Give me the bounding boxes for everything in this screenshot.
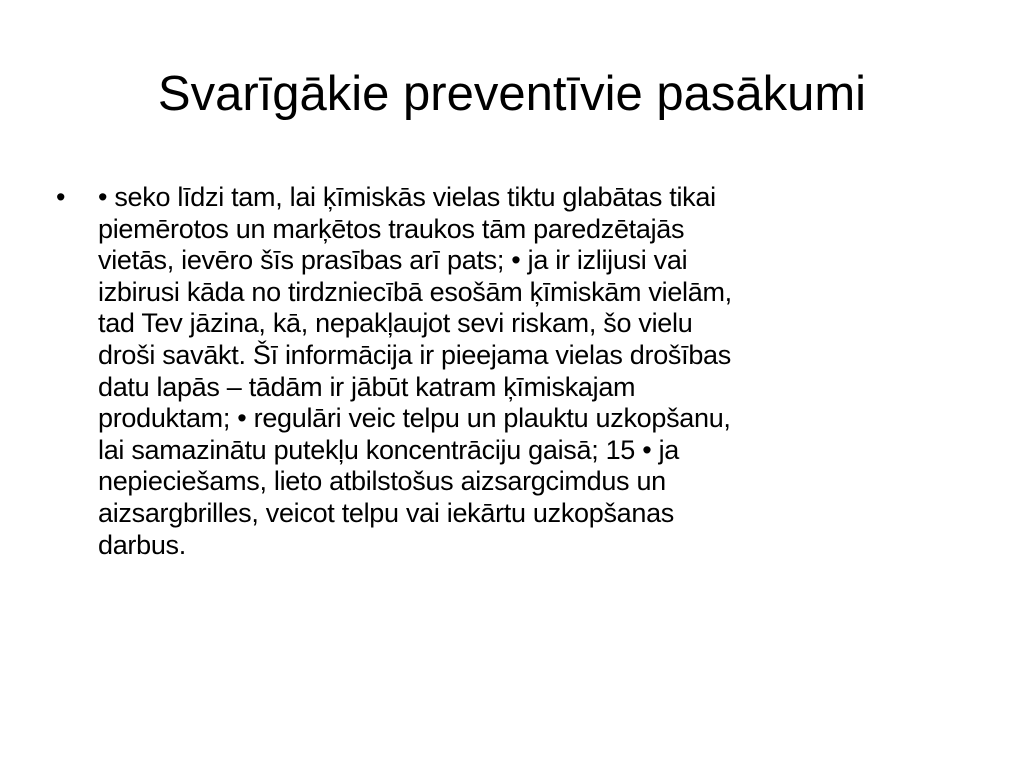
body-line: nepieciešams, lieto atbilstošus aizsargcimdus un (98, 466, 666, 497)
body-line: darbus. (98, 529, 186, 560)
body-line: izbirusi kāda no tirdzniecībā esošām ķīmiskām vielām, (98, 276, 732, 307)
body-line: datu lapās – tādām ir jābūt katram ķīmiskajam (98, 371, 636, 402)
body-line: tad Tev jāzina, kā, nepakļaujot sevi riskam, šo vielu (98, 308, 693, 339)
body-line: aizsargbrilles, veicot telpu vai iekārtu uzkopšanas (98, 497, 674, 528)
body-line: produktam; • regulāri veic telpu un plauktu uzkopšanu, (98, 403, 731, 434)
bullet-text (98, 182, 976, 561)
body-line: • seko līdzi tam, lai ķīmiskās vielas tiktu glabātas tikai (98, 182, 716, 212)
bullet-item (56, 182, 976, 561)
bullet-icon: • (56, 182, 66, 212)
body-line: piemērotos un marķētos traukos tām paredzētajās (98, 213, 685, 244)
slide-title: Svarīgākie preventīvie pasākumi (157, 67, 867, 121)
body-line: vietās, ievēro šīs prasības arī pats; • ja ir izlijusi vai (98, 245, 688, 276)
slide-content (56, 182, 976, 561)
body-line: lai samazinātu putekļu koncentrāciju gaisā; 15 • ja (98, 434, 679, 465)
body-line: droši savākt. Šī informācija ir pieejama vielas drošības (98, 339, 731, 370)
